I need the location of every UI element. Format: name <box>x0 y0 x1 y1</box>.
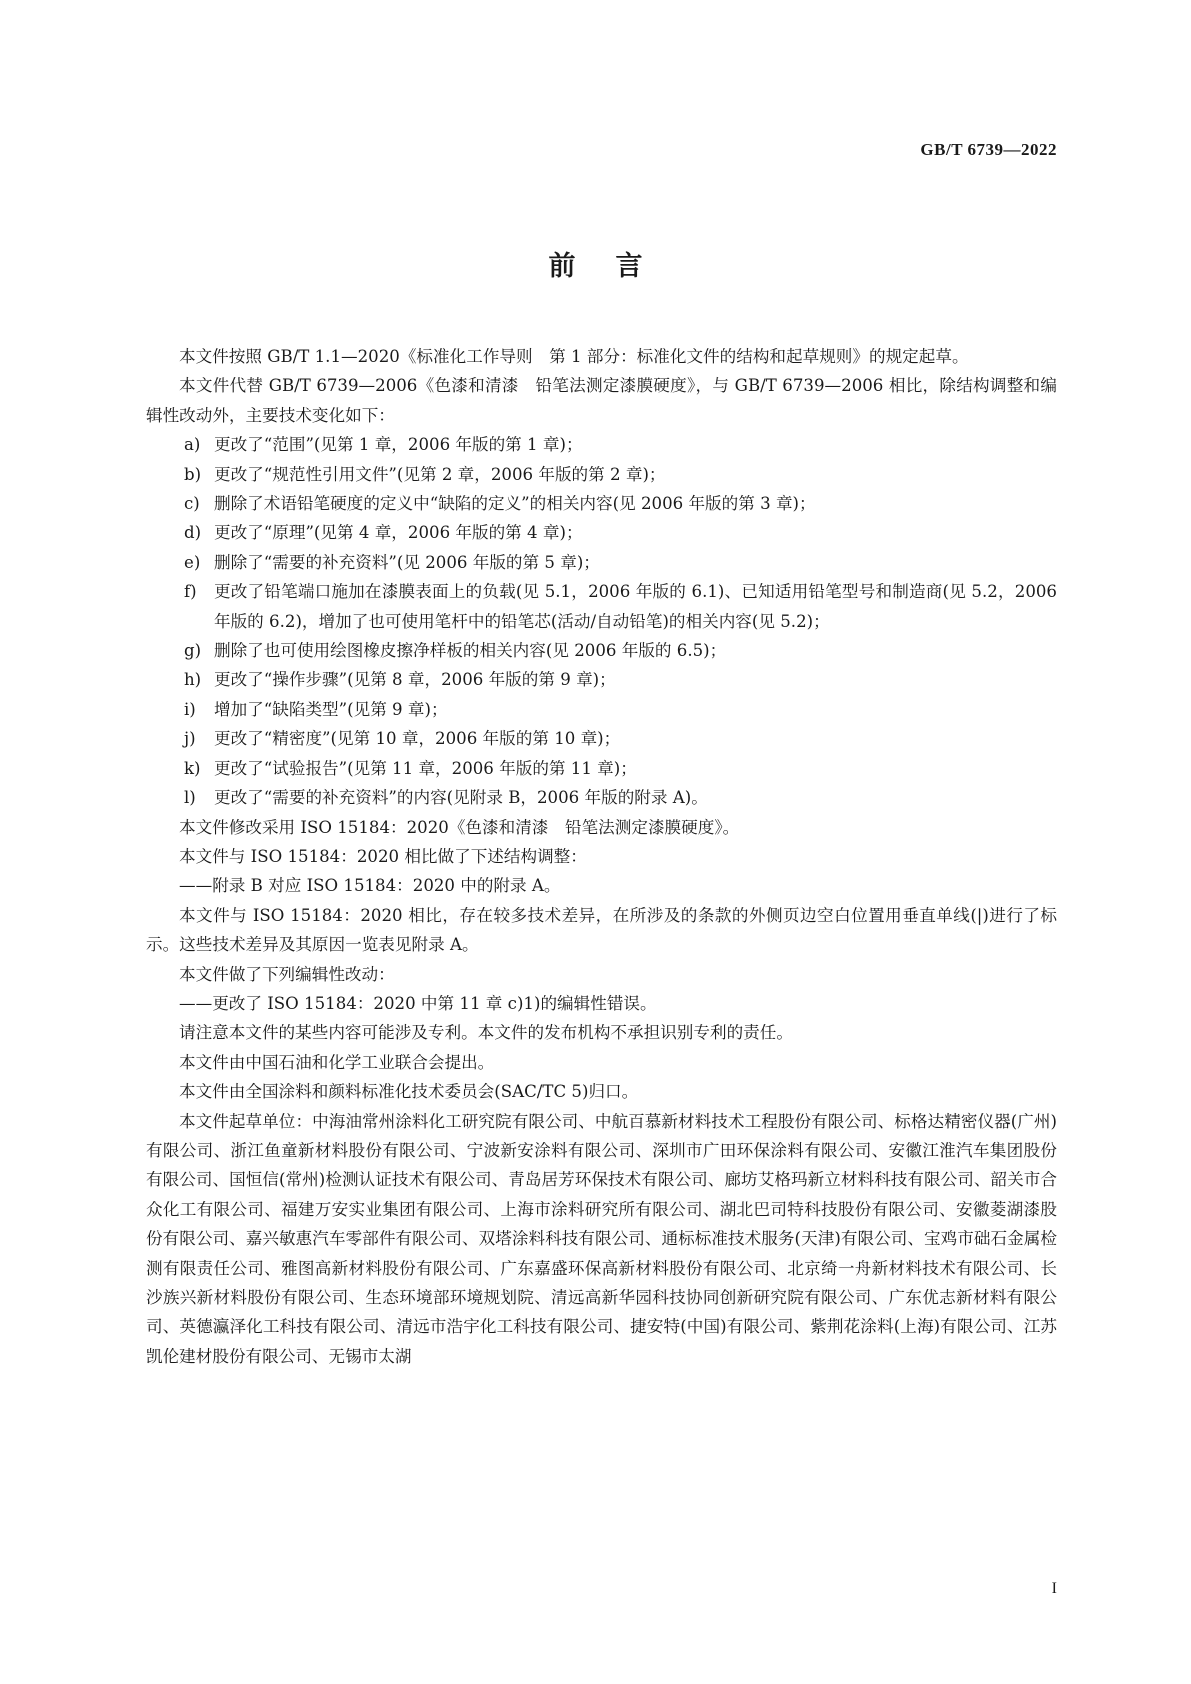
list-item <box>146 636 1057 665</box>
page-title: 前言 <box>548 251 683 282</box>
list-item <box>146 430 1057 459</box>
foreword-body <box>146 342 1057 1371</box>
changes-list <box>146 430 1057 812</box>
paragraph-technical-differences: 本文件与 ISO 15184：2020 相比，存在较多技术差异，在所涉及的条款的外侧页边空白位置用垂直单线(|)进行了标示。这些技术差异及其原因一览表见附录 A。 <box>146 905 1057 955</box>
list-item <box>146 577 1057 636</box>
list-item-text: 增加了“缺陷类型”(见第 9 章)； <box>214 699 448 719</box>
standard-code: GB/T 6739—2022 <box>920 140 1057 159</box>
list-item <box>146 754 1057 783</box>
list-marker: f) <box>184 582 197 602</box>
list-item <box>146 548 1057 577</box>
list-item <box>146 489 1057 518</box>
list-item-text: 删除了“需要的补充资料”(见 2006 年版的第 5 章)； <box>214 552 600 572</box>
list-item-text: 删除了术语铅笔硬度的定义中“缺陷的定义”的相关内容(见 2006 年版的第 3 章)； <box>214 494 816 514</box>
paragraph-committee: 本文件由全国涂料和颜料标准化技术委员会(SAC/TC 5)归口。 <box>179 1082 639 1102</box>
list-item <box>146 724 1057 753</box>
dash-item-annex: ——附录 B 对应 ISO 15184：2020 中的附录 A。 <box>179 876 561 896</box>
list-item-text: 更改了“试验报告”(见第 11 章，2006 年版的第 11 章)； <box>214 758 637 778</box>
paragraph-editorial-changes: 本文件做了下列编辑性改动： <box>179 964 395 984</box>
list-marker: i) <box>184 699 196 719</box>
paragraph-replacement: 本文件代替 GB/T 6739—2006《色漆和清漆 铅笔法测定漆膜硬度》，与 GB/T 6739—2006 相比，除结构调整和编辑性改动外，主要技术变化如下： <box>146 376 1057 425</box>
list-marker: j) <box>184 729 196 749</box>
list-marker: g) <box>184 641 202 661</box>
paragraph-structural-changes: 本文件与 ISO 15184：2020 相比做了下述结构调整： <box>179 846 587 866</box>
list-item <box>146 518 1057 547</box>
list-marker: k) <box>184 758 201 778</box>
list-marker: d) <box>184 523 202 543</box>
list-marker: a) <box>184 435 201 455</box>
list-item <box>146 783 1057 812</box>
paragraph-adoption: 本文件修改采用 ISO 15184：2020《色漆和清漆 铅笔法测定漆膜硬度》。 <box>179 817 740 837</box>
list-item-text: 删除了也可使用绘图橡皮擦净样板的相关内容(见 2006 年版的 6.5)； <box>214 641 727 661</box>
list-item <box>146 665 1057 694</box>
list-marker: c) <box>184 494 200 514</box>
list-item-text: 更改了“原理”(见第 4 章，2006 年版的第 4 章)； <box>214 523 583 543</box>
paragraph-proposer: 本文件由中国石油和化学工业联合会提出。 <box>179 1052 495 1072</box>
list-item <box>146 695 1057 724</box>
list-marker: l) <box>184 788 196 808</box>
list-item-text: 更改了“范围”(见第 1 章，2006 年版的第 1 章)； <box>214 435 583 455</box>
dash-item-editorial: ——更改了 ISO 15184：2020 中第 11 章 c)1)的编辑性错误。 <box>179 993 657 1013</box>
list-item-text: 更改了“需要的补充资料”的内容(见附录 B，2006 年版的附录 A)。 <box>214 788 708 808</box>
paragraph-drafting-rules: 本文件按照 GB/T 1.1—2020《标准化工作导则 第 1 部分：标准化文件的结构和起草规则》的规定起草。 <box>179 347 969 366</box>
paragraph-patent-notice: 请注意本文件的某些内容可能涉及专利。本文件的发布机构不承担识别专利的责任。 <box>179 1023 793 1043</box>
page-number: I <box>1051 1580 1057 1597</box>
list-item-text: 更改了“操作步骤”(见第 8 章，2006 年版的第 9 章)； <box>214 670 616 690</box>
paragraph-drafting-units: 本文件起草单位：中海油常州涂料化工研究院有限公司、中航百慕新材料技术工程股份有限公司、标格达精密仪器(广州)有限公司、浙江鱼童新材料股份有限公司、宁波新安涂料有限公司、深圳市广田环保涂料有限公司、安徽江淮汽车集团股份有限公司、国恒信(常州)检测认证技术有限公司、青岛居芳环保技术有限公司、廊坊艾格玛新立材料科技有限公司、韶关市合众化工有限公司、福建万安实业集团有限公司、上海市涂料研究所有限公司、湖北巴司特科技股份有限公司、安徽菱湖漆股份有限公司、嘉兴敏惠汽车零部件有限公司、双塔涂料科技有限公司、通标标准技术服务(天津)有限公司、宝鸡市础石金属检测有限责任公司、雅图高新材料股份有限公司、广东嘉盛环保高新材料股份有限公司、北京绮一舟新材料技术有限公司、长沙族兴新材料股份有限公司、生态环境部环境规划院、清远高新华园科技协同创新研究院有限公司、广东优志新材料有限公司、英德瀛泽化工科技有限公司、清远市浩宇化工科技有限公司、捷安特(中国)有限公司、紫荆花涂料(上海)有限公司、江苏凯伦建材股份有限公司、无锡市太湖 <box>146 1111 1057 1366</box>
list-item <box>146 460 1057 489</box>
list-marker: e) <box>184 552 201 572</box>
list-marker: h) <box>184 670 202 690</box>
list-item-text: 更改了铅笔端口施加在漆膜表面上的负载(见 5.1，2006 年版的 6.1)、已知适用铅笔型号和制造商(见 5.2，2006 年版的 6.2)，增加了也可使用笔杆中的铅笔芯(活动/自动铅笔)的相关内容(见 5.2)； <box>214 582 1057 631</box>
list-item-text: 更改了“精密度”(见第 10 章，2006 年版的第 10 章)； <box>214 729 621 749</box>
list-marker: b) <box>184 464 202 484</box>
list-item-text: 更改了“规范性引用文件”(见第 2 章，2006 年版的第 2 章)； <box>214 464 666 484</box>
